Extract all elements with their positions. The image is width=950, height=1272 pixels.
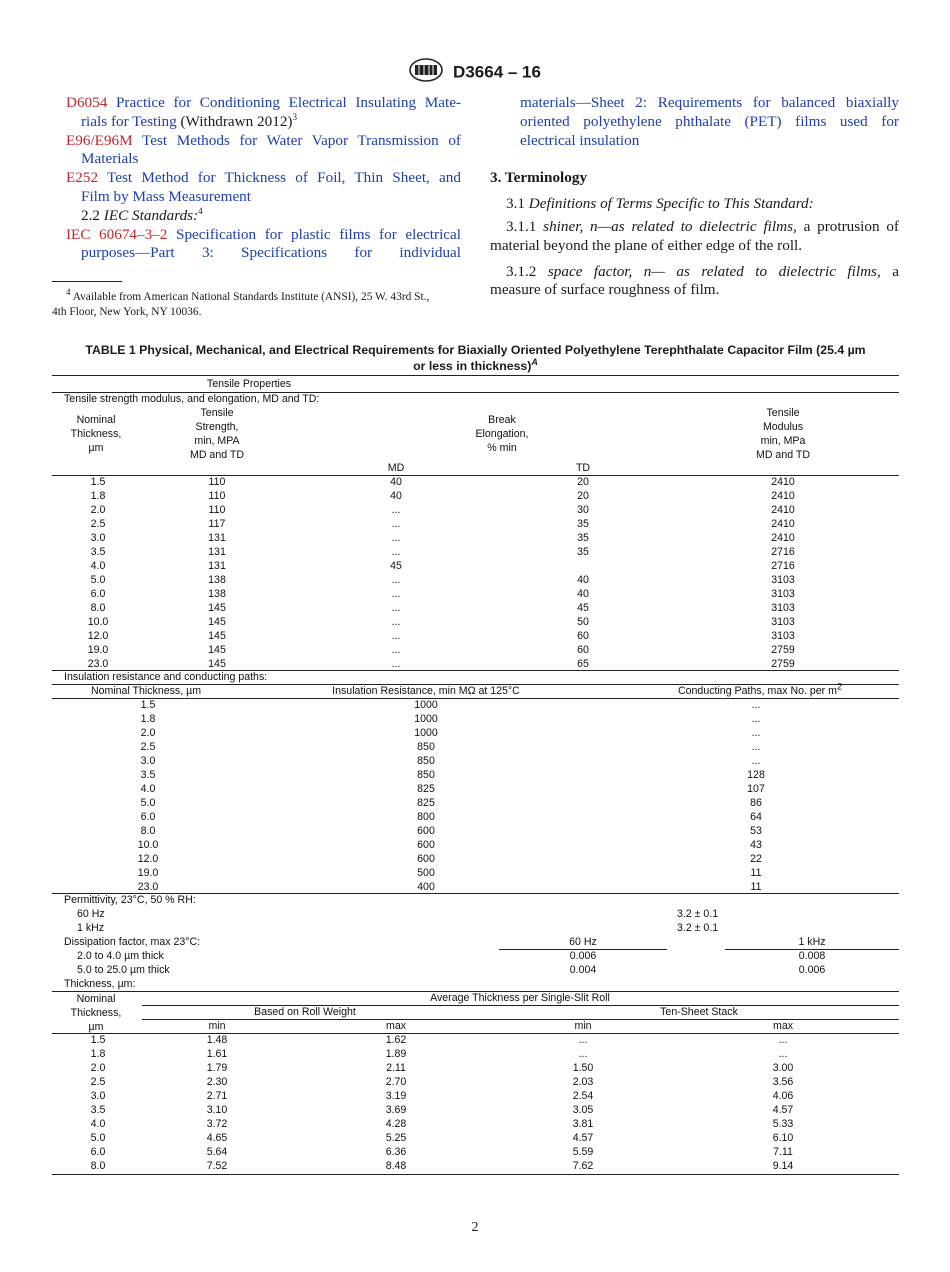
table-cell: 2.11 (386, 1062, 406, 1074)
table-cell: ... (391, 616, 401, 628)
table-cell: 3.56 (772, 1076, 794, 1088)
table-cell: 1.8 (140, 713, 156, 725)
table-cell: 8.48 (385, 1160, 407, 1172)
ref-code-link[interactable]: IEC 60674–3–2 (66, 225, 168, 243)
table-cell: 45 (390, 560, 402, 572)
table-top-rule (52, 375, 899, 376)
table-cell: 400 (417, 881, 435, 893)
table-cell: 19.0 (87, 644, 109, 656)
table-cell: 5.59 (572, 1146, 594, 1158)
defined-term: space factor, n— as related to dielectric films (536, 262, 877, 280)
table-cell: 7.11 (773, 1146, 793, 1158)
section-number: 2.2 (81, 206, 100, 224)
table-cell: 3103 (771, 602, 795, 614)
table-cell: ... (391, 588, 401, 600)
table-cell: 65 (577, 658, 589, 670)
col-nominal-thickness: Nominal Thickness, µm (70, 414, 122, 454)
table-cell: 2759 (771, 644, 795, 656)
caption-line: TABLE 1 Physical, Mechanical, and Electrical Requirements for Biaxially Oriented Polyethylene Terephthalate Capacitor Film (25.4 µm (85, 343, 866, 357)
ref-code-link[interactable]: E252 (66, 169, 99, 187)
table-cell: 145 (208, 644, 226, 656)
table-cell: 1.62 (385, 1034, 407, 1046)
table-cell: 3.0 (90, 1090, 106, 1102)
table-cell: 5.25 (385, 1132, 407, 1144)
table-cell: 3.19 (385, 1090, 407, 1102)
permittivity-row-label: 1 kHz (77, 922, 105, 934)
table-cell: 850 (417, 755, 435, 767)
table-cell: 5.64 (206, 1146, 228, 1158)
table-cell: 2410 (771, 476, 795, 488)
table-cell: ... (391, 518, 401, 530)
footnote-text: 4th Floor, New York, NY 10036. (52, 306, 202, 318)
table-cell: 145 (208, 658, 226, 670)
para-number: 3.1.1 (506, 217, 537, 235)
table-cell: 825 (417, 797, 435, 809)
footnote-text: Available from American National Standards Institute (ANSI), 25 W. 43rd St., (70, 291, 430, 303)
table-cell: ... (391, 602, 401, 614)
col-max: max (772, 1020, 794, 1032)
table-cell: 825 (417, 783, 435, 795)
table-cell: 1.8 (90, 490, 106, 502)
table-cell: 2.0 (90, 504, 106, 516)
table-cell: 5.0 (90, 1132, 106, 1144)
ref-title-link[interactable]: electrical insulation (520, 131, 640, 149)
table-cell: 23.0 (137, 881, 159, 893)
col-break-elongation: Break Elongation, % min (475, 414, 529, 454)
col-min: min (574, 1020, 592, 1032)
table-cell: 2.30 (206, 1076, 228, 1088)
table-cell: 40 (390, 490, 402, 502)
col-60hz: 60 Hz (569, 936, 597, 948)
table-cell: 3103 (771, 616, 795, 628)
table-cell: 131 (208, 532, 226, 544)
table-cell: 2.5 (140, 741, 156, 753)
table-cell: 117 (208, 518, 226, 530)
table-cell: 1.79 (206, 1062, 228, 1074)
table-cell: 60 (577, 630, 589, 642)
table-cell: 1.50 (572, 1062, 594, 1074)
table-cell: ... (751, 727, 761, 739)
table-cell: 6.0 (140, 811, 156, 823)
table-cell: 50 (577, 616, 589, 628)
table-cell: 20 (577, 490, 589, 502)
col-nominal-thickness: Nominal Thickness, µm (90, 685, 202, 697)
footnote-ref: 4 (198, 205, 203, 216)
table-cell: 500 (417, 867, 435, 879)
ref-title-link[interactable]: Materials (81, 150, 139, 168)
table-cell: 9.14 (772, 1160, 794, 1172)
table-cell: 1000 (414, 699, 438, 711)
withdrawn-note: (Withdrawn 2012) (176, 112, 293, 130)
table-cell: 40 (390, 476, 402, 488)
ref-title-link[interactable]: Practice for Conditioning Electrical Insulating Mate- (107, 94, 461, 111)
table-cell: 30 (577, 504, 589, 516)
ref-title-link[interactable]: oriented polyethylene phthalate (PET) films used for (520, 112, 899, 130)
col-1khz: 1 kHz (798, 936, 826, 948)
table-cell: 2410 (771, 504, 795, 516)
table-cell: 128 (747, 769, 765, 781)
table-cell: 131 (208, 546, 226, 558)
table-cell: 3.10 (206, 1104, 228, 1116)
table-cell: 1000 (414, 713, 438, 725)
table-cell: ... (751, 713, 761, 725)
col-roll-weight: Based on Roll Weight (254, 1006, 356, 1018)
col-max: max (385, 1020, 407, 1032)
table-cell: 1.8 (90, 1048, 106, 1060)
dissipation-label: Dissipation factor, max 23°C: (64, 936, 201, 948)
table-cell: 3.5 (140, 769, 156, 781)
ref-code-link[interactable]: D6054 (66, 94, 108, 111)
table-cell: 138 (208, 588, 226, 600)
table-cell: 2716 (771, 560, 795, 572)
table-cell: 4.28 (385, 1118, 407, 1130)
defined-term: shiner, n—as related to dielectric films (536, 217, 793, 235)
section-title: IEC Standards: (99, 206, 199, 224)
para-title: Definitions of Terms Specific to This Standard: (524, 195, 814, 213)
table-cell: 2.54 (572, 1090, 594, 1102)
table-cell: 145 (208, 602, 226, 614)
table-cell: 11 (750, 881, 762, 893)
table-cell: 35 (577, 532, 589, 544)
table-cell: 2.5 (90, 518, 106, 530)
table-cell: 2.5 (90, 1076, 106, 1088)
table-cell: 110 (208, 476, 226, 488)
table-cell: 53 (750, 825, 762, 837)
table-cell: 20 (577, 476, 589, 488)
col-tensile-modulus: Tensile Modulus min, MPa MD and TD (756, 407, 810, 461)
table-cell: 8.0 (90, 1160, 106, 1172)
ref-title-link[interactable]: rials for Testing (81, 112, 177, 130)
table-cell: 131 (208, 560, 226, 572)
table-cell: 600 (417, 853, 435, 865)
table-cell: 2716 (771, 546, 795, 558)
col-conducting-paths: Conducting Paths, max No. per $m^2$ (678, 681, 842, 697)
table-cell: 7.52 (206, 1160, 228, 1172)
table-cell: 1.5 (90, 1034, 106, 1046)
table-cell: ... (391, 658, 401, 670)
table-cell: ... (578, 1034, 588, 1046)
para-text: , a (876, 262, 899, 280)
table-cell: 3.5 (90, 1104, 106, 1116)
table-cell: 1.89 (385, 1048, 407, 1060)
section-heading: 3. Terminology (490, 169, 588, 187)
table-cell: 850 (417, 769, 435, 781)
para-text: measure of surface roughness of film. (490, 281, 720, 299)
table-cell: 145 (208, 630, 226, 642)
ref-title-link[interactable]: Specification for plastic films for electrical (167, 225, 461, 243)
table-cell: 11 (750, 867, 762, 879)
table-cell: 4.57 (772, 1104, 794, 1116)
table-cell: 3.00 (772, 1062, 794, 1074)
table-cell: 19.0 (137, 867, 159, 879)
table-cell: 4.57 (572, 1132, 594, 1144)
table-cell: ... (751, 699, 761, 711)
table-cell: 3.5 (90, 546, 106, 558)
table-cell: 4.0 (90, 560, 106, 572)
insulation-subheading: Insulation resistance and conducting paths: (64, 671, 268, 683)
table-bottom-rule (52, 1174, 899, 1175)
table-cell: 40 (577, 574, 589, 586)
table-cell: 600 (417, 839, 435, 851)
table-cell: 45 (577, 602, 589, 614)
table-cell: 10.0 (137, 839, 159, 851)
table-cell: 1000 (414, 727, 438, 739)
table-cell: 3.69 (385, 1104, 407, 1116)
caption-line: or less in thickness) (413, 359, 532, 373)
dissipation-value: 0.006 (798, 964, 826, 976)
table-cell: 35 (577, 518, 589, 530)
table-cell: 138 (208, 574, 226, 586)
footnote-ref: 3 (292, 111, 297, 122)
table-cell: 2410 (771, 532, 795, 544)
table-cell: 5.33 (772, 1118, 794, 1130)
dissipation-value: 0.004 (569, 964, 597, 976)
ref-title-link[interactable]: Film by Mass Measurement (81, 187, 251, 205)
table-cell: 64 (750, 811, 762, 823)
tensile-subheading: Tensile strength modulus, and elongation, MD and TD: (64, 393, 320, 405)
table-cell: 5.0 (140, 797, 156, 809)
para-text: , a protrusion of (792, 217, 899, 235)
page-number: 2 (471, 1220, 479, 1235)
table-cell: 4.65 (206, 1132, 228, 1144)
table-cell: 86 (750, 797, 762, 809)
table-footnote-ref: A (531, 356, 538, 367)
table-cell: 3.0 (90, 532, 106, 544)
table-cell: 600 (417, 825, 435, 837)
para-text: material beyond the plane of either edge of the roll. (490, 236, 803, 254)
col-ten-sheet-stack: Ten-Sheet Stack (660, 1006, 738, 1018)
dissipation-value: 0.006 (569, 950, 597, 962)
table-cell: 7.62 (572, 1160, 594, 1172)
table-cell: ... (391, 546, 401, 558)
tensile-properties-label: Tensile Properties (206, 378, 292, 390)
table-cell: ... (778, 1048, 788, 1060)
ref-title-link[interactable]: Test Methods for Water Vapor Transmission of (132, 131, 461, 149)
table-cell: 3103 (771, 630, 795, 642)
col-average-thickness: Average Thickness per Single-Slit Roll (430, 992, 610, 1004)
table-cell: 2410 (771, 518, 795, 530)
col-insulation-resistance: Insulation Resistance, min MΩ at 125°C (332, 685, 520, 697)
dissipation-row-label: 2.0 to 4.0 µm thick (77, 950, 164, 962)
table-cell: 23.0 (87, 658, 109, 670)
table-cell: 800 (417, 811, 435, 823)
table-cell: 110 (208, 490, 226, 502)
col-min: min (208, 1020, 226, 1032)
table-cell: 3103 (771, 588, 795, 600)
table-cell: 8.0 (140, 825, 156, 837)
permittivity-label: Permittivity, 23°C, 50 % RH: (64, 894, 196, 906)
table-cell: ... (391, 574, 401, 586)
ref-code-link[interactable]: E96/E96M (66, 131, 133, 149)
table-cell: 3.0 (140, 755, 156, 767)
table-cell: 1.48 (206, 1034, 228, 1046)
table-cell: 3103 (771, 574, 795, 586)
col-tensile-strength: Tensile Strength, min, MPA MD and TD (190, 407, 244, 461)
table-cell: ... (391, 644, 401, 656)
table-cell: ... (391, 630, 401, 642)
table-cell: 6.0 (90, 588, 106, 600)
table-cell: 2.0 (140, 727, 156, 739)
table-cell: ... (391, 532, 401, 544)
para-number: 3.1.2 (506, 262, 537, 280)
table-cell: 3.05 (572, 1104, 594, 1116)
table-cell: 1.5 (90, 476, 106, 488)
table-cell: 8.0 (90, 602, 106, 614)
thickness-subheading: Thickness, µm: (64, 978, 136, 990)
table-cell: 12.0 (87, 630, 109, 642)
table-cell: 6.36 (385, 1146, 407, 1158)
table-cell: ... (751, 741, 761, 753)
table-cell: 2.0 (90, 1062, 106, 1074)
table-cell: 60 (577, 644, 589, 656)
table-cell: 2.70 (385, 1076, 407, 1088)
table-cell: 1.61 (206, 1048, 228, 1060)
dissipation-value: 0.008 (798, 950, 826, 962)
ref-title-link[interactable]: materials—Sheet 2: Requirements for balanced biaxially (520, 94, 899, 111)
table-cell: 40 (577, 588, 589, 600)
para-number: 3.1 (506, 195, 525, 213)
table-cell: 2.03 (572, 1076, 594, 1088)
table-cell: 6.10 (772, 1132, 794, 1144)
table-cell: ... (391, 504, 401, 516)
ref-title-link[interactable]: purposes—Part 3: Specifications for individual (81, 244, 461, 262)
table-cell: 4.0 (140, 783, 156, 795)
table-cell: 110 (208, 504, 226, 516)
col-nominal-thickness: Nominal Thickness, µm (70, 993, 122, 1033)
table-cell: 3.81 (572, 1118, 594, 1130)
document-id: D3664 – 16 (453, 62, 541, 82)
table-cell: 850 (417, 741, 435, 753)
table-cell: ... (578, 1048, 588, 1060)
ref-title-link[interactable]: Test Method for Thickness of Foil, Thin Sheet, and (98, 169, 461, 187)
table-cell: 4.06 (772, 1090, 794, 1102)
table-cell: 22 (750, 853, 762, 865)
table-cell: 10.0 (87, 616, 109, 628)
table-cell: 5.0 (90, 574, 106, 586)
permittivity-row-label: 60 Hz (77, 908, 105, 920)
table-cell: 6.0 (90, 1146, 106, 1158)
table-cell: 2410 (771, 490, 795, 502)
table-cell: 107 (747, 783, 765, 795)
table-cell: 145 (208, 616, 226, 628)
table-cell: 12.0 (137, 853, 159, 865)
dissipation-row-label: 5.0 to 25.0 µm thick (77, 964, 170, 976)
col-td: TD (575, 462, 591, 474)
col-md: MD (387, 462, 405, 474)
permittivity-value: 3.2 ± 0.1 (677, 908, 719, 920)
table-cell: 2759 (771, 658, 795, 670)
table-cell: 3.72 (206, 1118, 228, 1130)
table-cell: 43 (750, 839, 762, 851)
table-cell: 35 (577, 546, 589, 558)
footnote-number: 4 (66, 287, 71, 298)
table-cell: ... (778, 1034, 788, 1046)
table-cell: ... (751, 755, 761, 767)
table-cell: 2.71 (206, 1090, 228, 1102)
table-cell: 1.5 (140, 699, 156, 711)
table-cell: 4.0 (90, 1118, 106, 1130)
permittivity-value: 3.2 ± 0.1 (677, 922, 719, 934)
